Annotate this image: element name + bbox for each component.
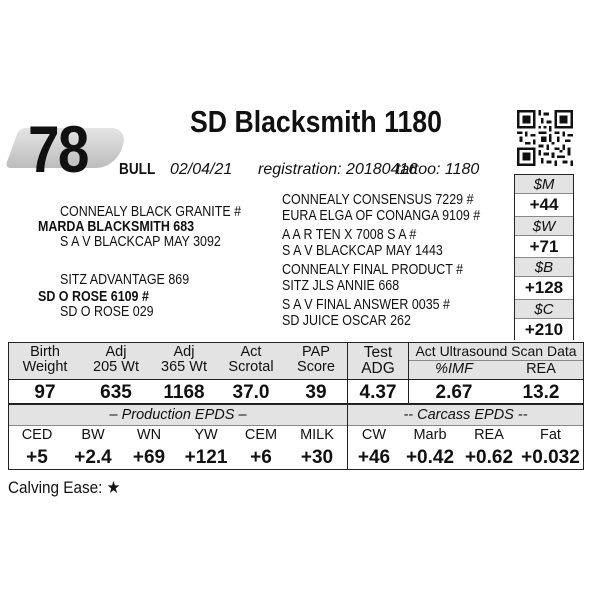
pedigree-extended: A A R TEN X 7008 S A # (282, 227, 417, 243)
header-marb: Marb (413, 427, 447, 443)
header-ced: CED (21, 427, 53, 443)
production-epds-title: – Production EPDS – (109, 407, 247, 423)
birth-date: 02/04/21 (170, 161, 233, 178)
calving-ease-label: Calving Ease: (8, 478, 103, 497)
value-pap: 39 (305, 382, 327, 403)
header-rea: REA (526, 361, 556, 377)
pedigree-extended: SITZ JLS ANNIE 668 (282, 278, 400, 294)
index-value: +210 (515, 319, 573, 342)
pedigree-extended: S A V FINAL ANSWER 0035 # (282, 297, 450, 313)
index-label: $C (515, 300, 573, 319)
pedigree-sire-sire: CONNEALY BLACK GRANITE # (60, 204, 242, 220)
header-line: 205 Wt (93, 359, 139, 375)
star-icon: ★ (106, 478, 121, 497)
header-scrotal (217, 345, 285, 375)
lot-number: 78 (28, 112, 88, 186)
index-label: $W (515, 217, 573, 236)
tattoo: tattoo: 1180 (396, 161, 480, 178)
header-pap (285, 345, 347, 375)
header-cw: CW (361, 427, 387, 443)
ultrasound-title: Act Ultrasound Scan Data (415, 343, 577, 359)
pedigree-extended: CONNEALY CONSENSUS 7229 # (282, 192, 474, 208)
index-label: $M (515, 175, 573, 194)
carcass-epds-title: -- Carcass EPDS -- (403, 407, 528, 423)
value-cem: +6 (250, 447, 272, 468)
header-line: Birth (30, 344, 60, 360)
header-line: 365 Wt (161, 359, 207, 375)
performance-table (8, 342, 584, 404)
value-adj-365: 1168 (163, 382, 205, 403)
value-cw: +46 (357, 447, 391, 468)
header-birth-weight (9, 345, 81, 375)
header-wn: WN (136, 427, 162, 443)
qr-code-icon (517, 110, 573, 166)
pedigree-sire-dam: S A V BLACKCAP MAY 3092 (60, 234, 221, 250)
value-ced: +5 (26, 447, 48, 468)
pedigree-dam-sire: SITZ ADVANTAGE 869 (60, 272, 190, 288)
epd-table (8, 404, 584, 470)
pedigree-extended: EURA ELGA OF CONANGA 9109 # (282, 208, 481, 224)
header-adj-205 (81, 345, 151, 375)
value-adj-205: 635 (100, 382, 132, 403)
header-milk: MILK (300, 427, 334, 443)
registration: registration: 20180416 (258, 161, 418, 178)
value-test-adg: 4.37 (359, 382, 397, 403)
header-adj-365 (151, 345, 217, 375)
header-carcass-rea: REA (474, 427, 504, 443)
header-line: Adj (105, 344, 127, 360)
value-bw: +2.4 (74, 447, 112, 468)
value-rea: 13.2 (522, 382, 560, 403)
value-carcass-rea: +0.62 (464, 447, 514, 468)
index-value: +128 (515, 277, 573, 300)
header-line: Weight (22, 359, 68, 375)
header-line: PAP (302, 344, 330, 360)
header-fat: Fat (540, 427, 561, 443)
header-line: Test (363, 344, 393, 361)
header-line: ADG (361, 360, 395, 377)
header-line: Act (240, 344, 262, 360)
pedigree-extended: SD JUICE OSCAR 262 (282, 313, 411, 329)
index-label: $B (515, 258, 573, 277)
pedigree-sire: MARDA BLACKSMITH 683 (38, 219, 195, 235)
index-value: +44 (515, 194, 573, 217)
header-line: Scrotal (228, 359, 274, 375)
value-milk: +30 (300, 447, 334, 468)
header-imf: %IMF (435, 361, 473, 377)
pedigree-dam-dam: SD O ROSE 029 (60, 304, 154, 320)
pedigree-extended: S A V BLACKCAP MAY 1443 (282, 243, 443, 259)
pedigree-extended: CONNEALY FINAL PRODUCT # (282, 262, 464, 278)
value-wn: +69 (132, 447, 166, 468)
header-test-adg (348, 345, 408, 377)
animal-name: SD Blacksmith 1180 (190, 104, 442, 139)
dollar-index-panel (514, 174, 574, 340)
value-imf: 2.67 (435, 382, 473, 403)
calving-ease (8, 477, 120, 499)
value-yw: +121 (184, 447, 228, 468)
sex: BULL (119, 161, 156, 178)
header-yw: YW (194, 427, 218, 443)
header-line: Score (297, 359, 335, 375)
header-cem: CEM (244, 427, 278, 443)
header-line: Adj (173, 344, 195, 360)
index-value: +71 (515, 236, 573, 259)
header-bw: BW (81, 427, 105, 443)
value-fat: +0.032 (521, 447, 580, 468)
value-scrotal: 37.0 (232, 382, 270, 403)
pedigree-dam: SD O ROSE 6109 # (38, 289, 149, 305)
value-marb: +0.42 (405, 447, 455, 468)
value-birth-weight: 97 (34, 382, 56, 403)
